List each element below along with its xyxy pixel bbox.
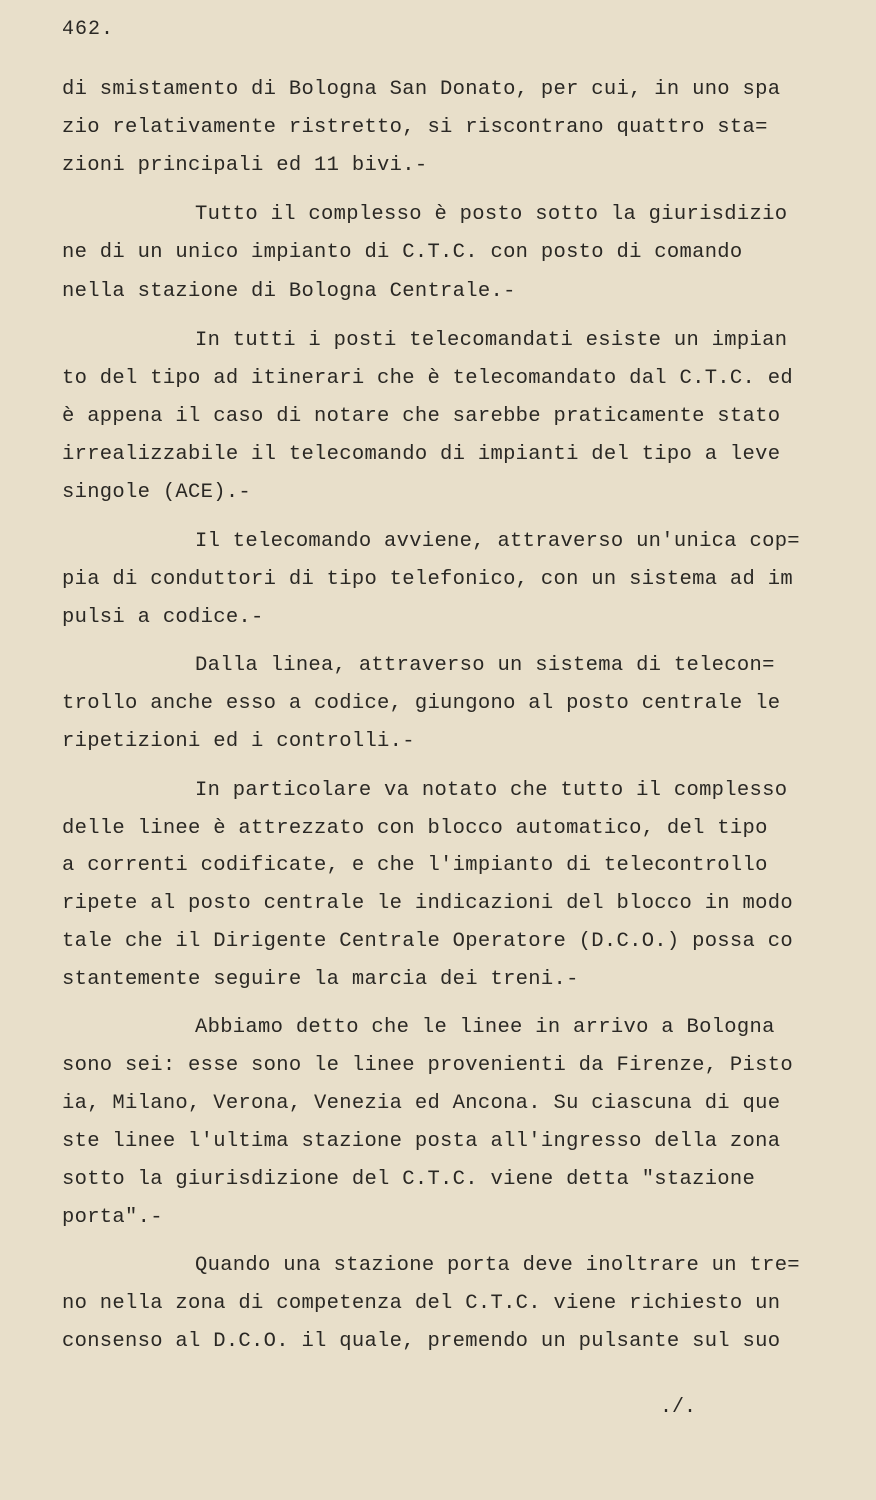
text-line: ripetizioni ed i controlli.- [62,730,415,753]
text-line: tale che il Dirigente Centrale Operatore (D.C.O.) possa co [62,930,793,953]
text-line: ne di un unico impianto di C.T.C. con posto di comando [62,241,743,264]
text-line: trollo anche esso a codice, giungono al posto centrale le [62,692,781,715]
text-line: zio relativamente ristretto, si riscontrano quattro sta= [62,116,768,139]
text-line: Il telecomando avviene, attraverso un'unica cop= [195,530,800,553]
text-line: irrealizzabile il telecomando di impianti del tipo a leve [62,443,781,466]
text-line: singole (ACE).- [62,481,252,504]
text-line: Dalla linea, attraverso un sistema di telecon= [195,654,775,677]
text-line: nella stazione di Bologna Centrale.- [62,280,516,303]
text-line: sotto la giurisdizione del C.T.C. viene detta "stazione [62,1168,756,1191]
text-line: pulsi a codice.- [62,606,264,629]
text-line: ia, Milano, Verona, Venezia ed Ancona. Su ciascuna di que [62,1092,781,1115]
continuation-mark: ./. [660,1396,697,1419]
text-line: Tutto il complesso è posto sotto la giurisdizio [195,203,788,226]
text-line: di smistamento di Bologna San Donato, per cui, in uno spa [62,78,781,101]
page-number: 462. [62,18,115,41]
text-line: Quando una stazione porta deve inoltrare un tre= [195,1254,800,1277]
text-line: no nella zona di competenza del C.T.C. viene richiesto un [62,1292,781,1315]
text-line: zioni principali ed 11 bivi.- [62,154,428,177]
text-line: ste linee l'ultima stazione posta all'ingresso della zona [62,1130,781,1153]
text-line: In tutti i posti telecomandati esiste un impian [195,329,788,352]
text-line: stantemente seguire la marcia dei treni.- [62,968,579,991]
text-line: In particolare va notato che tutto il complesso [195,779,788,802]
text-line: ripete al posto centrale le indicazioni del blocco in modo [62,892,793,915]
text-line: a correnti codificate, e che l'impianto di telecontrollo [62,854,768,877]
text-line: consenso al D.C.O. il quale, premendo un pulsante sul suo [62,1330,781,1353]
text-line: porta".- [62,1206,163,1229]
text-line: pia di conduttori di tipo telefonico, con un sistema ad im [62,568,793,591]
text-line: è appena il caso di notare che sarebbe praticamente stato [62,405,781,428]
text-line: to del tipo ad itinerari che è telecomandato dal C.T.C. ed [62,367,793,390]
text-line: delle linee è attrezzato con blocco automatico, del tipo [62,817,768,840]
text-line: Abbiamo detto che le linee in arrivo a Bologna [195,1016,775,1039]
text-line: sono sei: esse sono le linee provenienti da Firenze, Pisto [62,1054,793,1077]
